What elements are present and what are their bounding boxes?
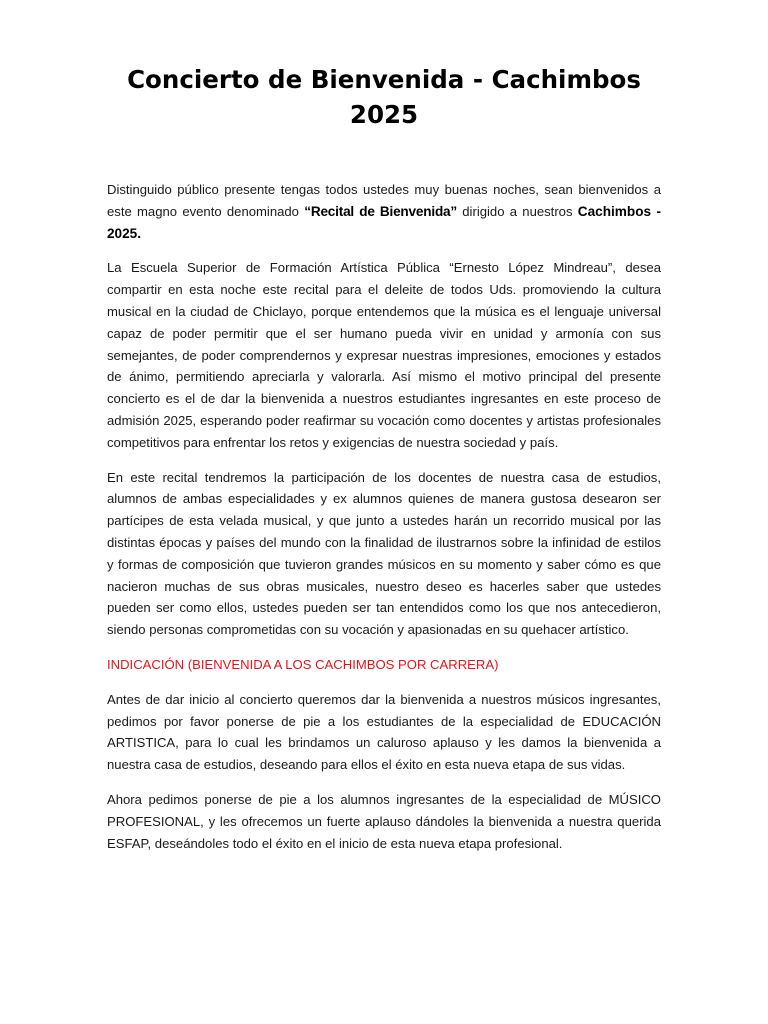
escuela-paragraph: La Escuela Superior de Formación Artística Pública “Ernesto López Mindreau”, desea compartir en esta noche este recital para el deleite de todos Uds. promoviendo la cultura musical en la ciudad de Chiclayo, porque entendemos que la música es el lenguaje universal capaz de poder permitir que el ser humano pueda vivir en unidad y armonía con sus semejantes, de poder comprendernos y expresar nuestras impresiones, emociones y estados de ánimo, permitiendo apreciarla y valorarla. Así mismo el motivo principal del presente concierto es el de dar la bienvenida a nuestros estudiantes ingresantes en este proceso de admisión 2025, esperando poder reafirmar su vocación como docentes y artistas profesionales competitivos para enfrentar los retos y exigencias de nuestra sociedad y país. (107, 260, 661, 450)
intro-text-b: dirigido a nuestros (457, 203, 578, 219)
document-title: Concierto de Bienvenida - Cachimbos 2025 (127, 65, 641, 129)
recital-paragraph: En este recital tendremos la participación de los docentes de nuestra casa de estudios, alumnos de ambas especialidades y ex alumnos quienes de manera gustosa desearon ser partícipes de esta velada musical, y que junto a ustedes harán un recorrido musical por las distintas épocas y países del mundo con la finalidad de ilustrarnos sobre la infinidad de estilos y formas de composición que tuvieron grandes músicos en su momento y saber cómo es que nacieron muchas de sus obras musicales, nuestro deseo es hacerles saber que ustedes pueden ser como ellos, ustedes pueden ser tan entendidos como los que nos antecedieron, siendo personas comprometidas con su vocación y apasionadas en su quehacer artístico. (107, 469, 661, 638)
intro-text-a: Distinguido público presente tengas todos ustedes muy buenas noches, sean bienvenidos a este magno evento denominado (107, 182, 661, 219)
document-body (107, 179, 661, 867)
cachimbos-year: Cachimbos - 2025. (107, 203, 661, 241)
musico-profesional-paragraph: Ahora pedimos ponerse de pie a los alumnos ingresantes de la especialidad de MÚSICO PROFESIONAL, y les ofrecemos un fuerte aplauso dándoles la bienvenida a nuestra querida ESFAP, deseándoles todo el éxito en el inicio de esta nueva etapa profesional. (107, 791, 661, 851)
recital-name: “Recital de Bienvenida” (304, 203, 457, 219)
educacion-artistica-paragraph: Antes de dar inicio al concierto queremos dar la bienvenida a nuestros músicos ingresantes, pedimos por favor ponerse de pie a los estudiantes de la especialidad de EDUCACIÓN ARTISTICA, para lo cual les brindamos un caluroso aplauso y les damos la bienvenida a nuestra casa de estudios, deseando para ellos el éxito en esta nueva etapa de sus vidas. (107, 691, 661, 773)
intro-paragraph (107, 179, 661, 244)
indicacion-heading: INDICACIÓN (BIENVENIDA A LOS CACHIMBOS POR CARRERA) (107, 656, 499, 672)
